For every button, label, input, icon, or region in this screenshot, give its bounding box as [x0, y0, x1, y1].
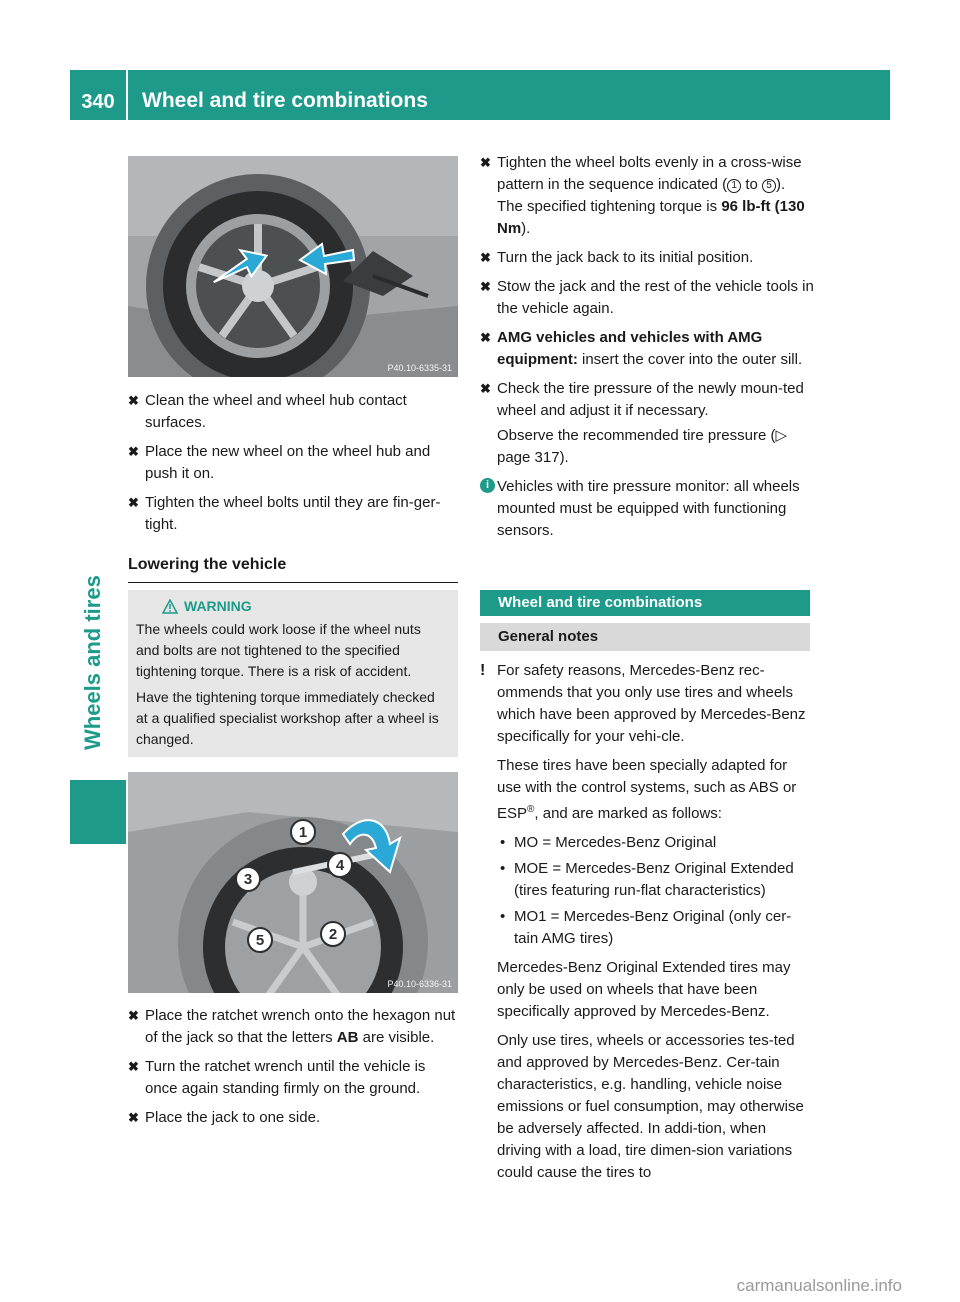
- step-item: ✖ Tighten the wheel bolts until they are fin-ger-tight.: [128, 494, 441, 533]
- list-item: • MO1 = Mercedes-Benz Original (only cer-tain AMG tires): [500, 908, 792, 947]
- exclamation-icon: !: [480, 662, 486, 679]
- left-steps-1: [128, 390, 460, 543]
- step-item: ✖ Turn the jack back to its initial position.: [480, 247, 814, 269]
- step-item: ✖ Place the jack to one side.: [128, 1107, 460, 1129]
- sidebar-label-text: Wheels and tires: [80, 575, 105, 750]
- callout-4: 4: [335, 857, 345, 874]
- step-item: ✖ Clean the wheel and wheel hub contact surfaces.: [128, 392, 407, 431]
- sequence-number-5: 5: [762, 179, 776, 193]
- list-item: • MOE = Mercedes-Benz Original Extended (tires featuring run-flat characteristics): [500, 860, 794, 899]
- callout-2: 2: [328, 926, 338, 943]
- step-arrow-icon: ✖: [128, 1008, 139, 1023]
- subsection-band-general-notes: General notes: [480, 623, 810, 651]
- step-arrow-icon: ✖: [128, 495, 139, 510]
- figure-code: P40.10-6335-31: [387, 363, 452, 373]
- sidebar-tab-marker: [70, 780, 126, 844]
- sequence-number-1: 1: [727, 179, 741, 193]
- step-arrow-icon: ✖: [480, 330, 491, 345]
- callout-5: 5: [255, 932, 265, 949]
- figure-code: P40.10-6336-31: [387, 979, 452, 989]
- notes-paragraph: Mercedes-Benz Original Extended tires may only be used on wheels that have been specifically approved by Mercedes-Benz.: [497, 959, 791, 1020]
- step-arrow-icon: ✖: [128, 1110, 139, 1125]
- bolt-sequence-illustration: [128, 772, 458, 993]
- page-title: Wheel and tire combinations: [142, 89, 428, 112]
- list-item: • MO = Mercedes-Benz Original: [480, 832, 814, 854]
- page-number: 340: [81, 91, 115, 113]
- callout-3: 3: [243, 871, 253, 888]
- callout-1: 1: [298, 824, 308, 841]
- step-arrow-icon: ✖: [480, 279, 491, 294]
- warning-title: WARNING: [184, 598, 252, 614]
- step-arrow-icon: ✖: [128, 393, 139, 408]
- header-separator: [126, 70, 128, 120]
- footer-watermark: carmanualsonline.info: [736, 1276, 902, 1295]
- step-item: ✖ Place the new wheel on the wheel hub and push it on.: [128, 443, 431, 482]
- step-arrow-icon: ✖: [128, 444, 139, 459]
- general-notes: [480, 660, 814, 1191]
- step-item: ✖ Place the ratchet wrench onto the hexagon nut of the jack so that the letters AB are visible.: [128, 1007, 456, 1046]
- warning-header: [136, 596, 448, 617]
- warning-triangle-icon: [162, 599, 178, 614]
- step-item: ✖ Check the tire pressure of the newly moun-ted wheel and adjust it if necessary.: [480, 380, 804, 419]
- bullet-icon: •: [500, 908, 506, 925]
- figure-wheel-arrows: [128, 156, 458, 377]
- notice: ! For safety reasons, Mercedes-Benz rec-ommends that you only use tires and wheels which have been approved by Mercedes-Benz specifically for your vehi-cle.: [480, 662, 806, 745]
- step-arrow-icon: ✖: [480, 250, 491, 265]
- step-note: Observe the recommended tire pressure (▷ page 317).: [497, 427, 787, 466]
- page-ref-arrow-icon: ▷: [775, 427, 787, 444]
- bullet-icon: •: [500, 834, 506, 851]
- step-arrow-icon: ✖: [480, 381, 491, 396]
- warning-box: [128, 590, 458, 757]
- right-steps: [480, 152, 814, 549]
- notes-paragraph: Only use tires, wheels or accessories tes-ted and approved by Mercedes-Benz. Cer-tain characteristics, e.g. handling, vehicle noise emissions or fuel consumption, may otherwise be adversely affected. In addi-tion, when driving with a load, tire dimen-sion variations could cause the tires to: [497, 1032, 804, 1181]
- step-arrow-icon: ✖: [128, 1059, 139, 1074]
- notes-paragraph: These tires have been specially adapted for use with the control systems, such as ABS or ESP®, and are marked as follows:: [497, 757, 797, 822]
- step-item: ✖ Tighten the wheel bolts evenly in a cross-wise pattern in the sequence indicated ( 1 to 5 ). The specified tightening torque is 96 lb-ft (130 Nm).: [480, 154, 805, 237]
- wheel-arrows-illustration: [128, 156, 458, 377]
- step-item: ✖ Stow the jack and the rest of the vehicle tools in the vehicle again.: [480, 278, 814, 317]
- step-arrow-icon: ✖: [480, 155, 491, 170]
- figure-bolt-sequence: [128, 772, 458, 993]
- warning-text: Have the tightening torque immediately checked at a qualified specialist workshop after a wheel is changed.: [136, 689, 439, 747]
- step-item: ✖ AMG vehicles and vehicles with AMG equipment: insert the cover into the outer sill.: [480, 329, 803, 368]
- section-divider: [128, 582, 458, 583]
- warning-text: The wheels could work loose if the wheel nuts and bolts are not tightened to the specified tightening torque. There is a risk of accident.: [136, 621, 421, 679]
- info-icon: i: [480, 478, 495, 493]
- bullet-icon: •: [500, 860, 506, 877]
- section-band-wheel-tire: Wheel and tire combinations: [480, 590, 810, 616]
- left-steps-2: [128, 1005, 460, 1136]
- info-note: i Vehicles with tire pressure monitor: all wheels mounted must be equipped with functioning sensors.: [480, 476, 814, 542]
- step-item: ✖ Turn the ratchet wrench until the vehicle is once again standing firmly on the ground.: [128, 1058, 426, 1097]
- section-heading: Lowering the vehicle: [128, 556, 287, 573]
